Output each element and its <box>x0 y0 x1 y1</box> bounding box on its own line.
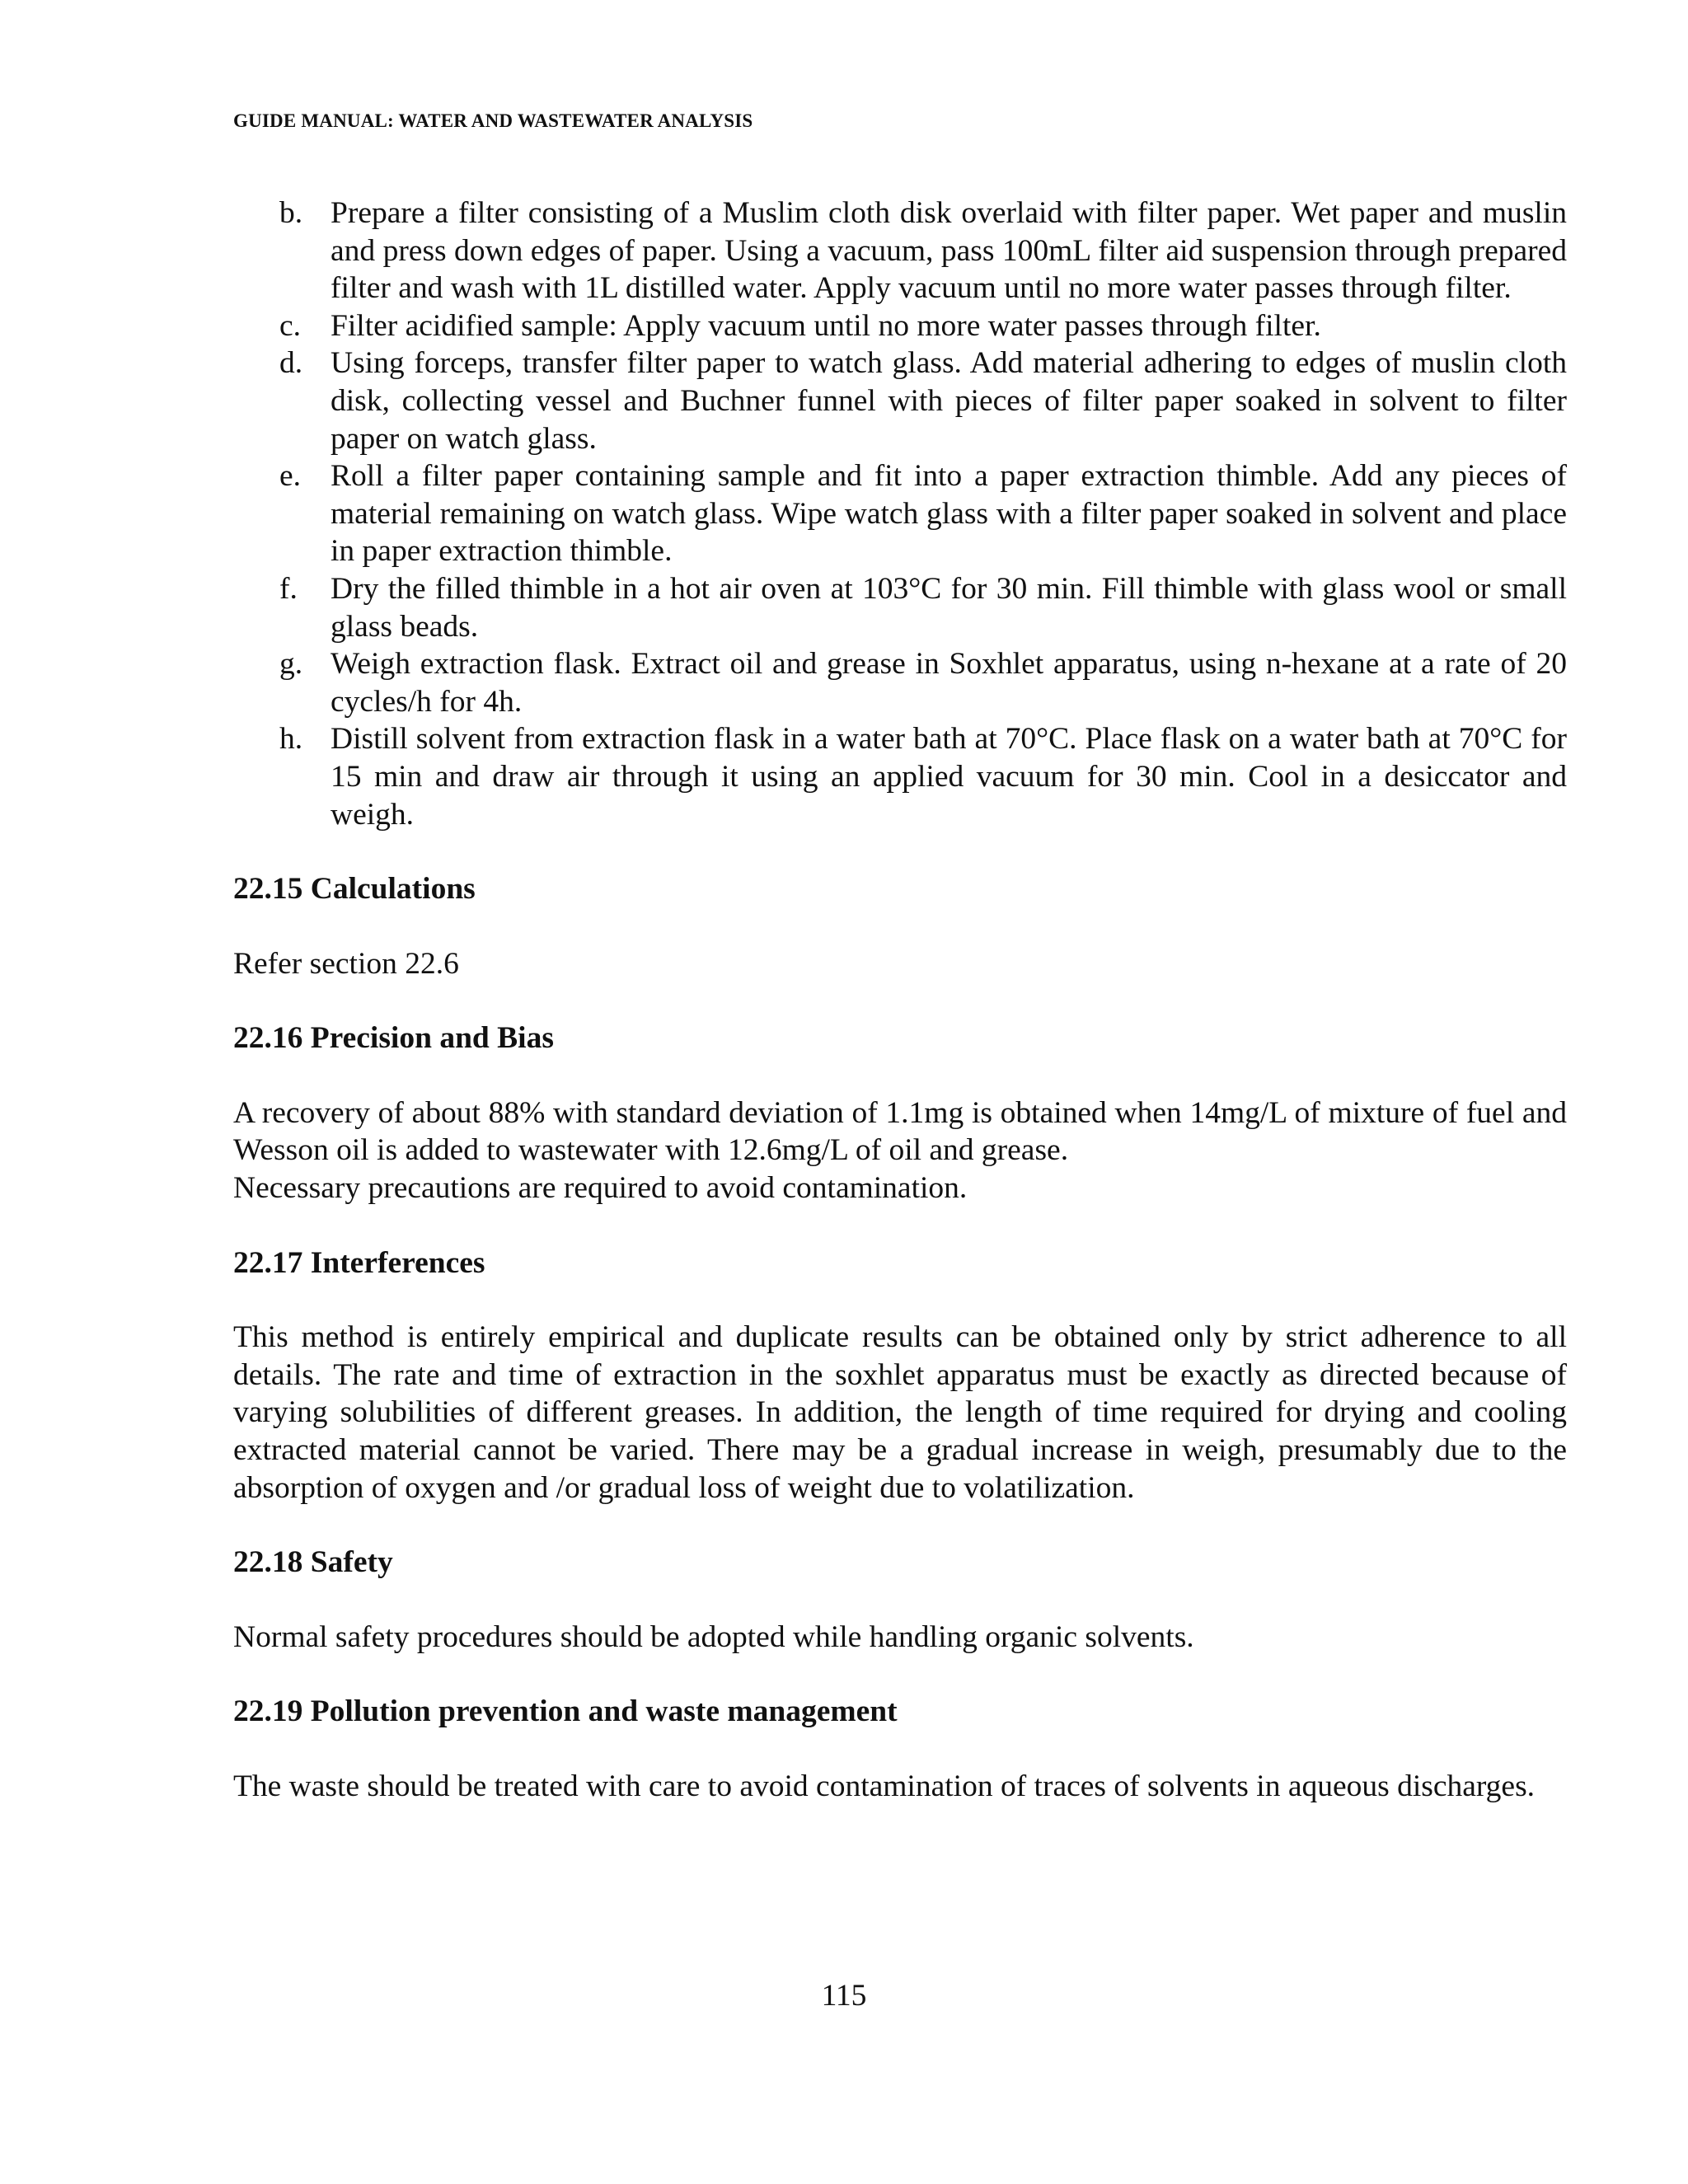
interferences-paragraph: This method is entirely empirical and duplicate results can be obtained only by strict adherence to all details. The rate and time of extraction in the soxhlet apparatus must be exactly as directed because of varying solubilities of different greases. In addition, the length of time required for drying and cooling extracted material cannot be varied. There may be a gradual increase in weigh, presumably due to the absorption of oxygen and /or gradual loss of weight due to volatilization. <box>233 1320 1567 1505</box>
step-text: Distill solvent from extraction flask in a water bath at 70°C. Place flask on a water bath at 70°C for 15 min and draw air through it using an applied vacuum for 30 min. Cool in a desiccator and weigh. <box>331 722 1567 832</box>
section-heading-precision: 22.16 Precision and Bias <box>233 1021 554 1056</box>
step-text: Prepare a filter consisting of a Muslim cloth disk overlaid with filter paper. Wet paper and muslin and press down edges of paper. Using a vacuum, pass 100mL filter aid suspension through prepared filter and wash with 1L distilled water. Apply vacuum until no more water passes through filter. <box>331 196 1567 306</box>
procedure-step-g <box>233 645 1567 720</box>
step-marker: f. <box>279 571 298 606</box>
running-header: GUIDE MANUAL: WATER AND WASTEWATER ANALYSIS <box>233 110 753 131</box>
step-marker: h. <box>279 722 303 757</box>
step-text: Dry the filled thimble in a hot air oven at 103°C for 30 min. Fill thimble with glass wool or small glass beads. <box>331 571 1567 644</box>
section-heading-pollution: 22.19 Pollution prevention and waste management <box>233 1694 898 1729</box>
page-number: 115 <box>821 1979 867 2013</box>
step-text: Filter acidified sample: Apply vacuum until no more water passes through filter. <box>331 308 1321 343</box>
step-text: Weigh extraction flask. Extract oil and grease in Soxhlet apparatus, using n-hexane at a rate of 20 cycles/h for 4h. <box>331 647 1567 719</box>
procedure-step-c <box>233 307 1567 345</box>
procedure-step-d <box>233 344 1567 457</box>
section-heading-interferences: 22.17 Interferences <box>233 1245 485 1280</box>
procedure-step-e <box>233 457 1567 570</box>
step-marker: d. <box>279 346 303 381</box>
step-marker: e. <box>279 459 302 494</box>
precision-note-paragraph: Necessary precautions are required to avoid contamination. <box>233 1171 968 1206</box>
procedure-step-f <box>233 570 1567 645</box>
section-heading-safety: 22.18 Safety <box>233 1545 393 1580</box>
pollution-paragraph: The waste should be treated with care to avoid contamination of traces of solvents in aqueous discharges. <box>233 1769 1536 1803</box>
section-heading-calculations: 22.15 Calculations <box>233 872 476 907</box>
safety-paragraph: Normal safety procedures should be adopted while handling organic solvents. <box>233 1619 1194 1654</box>
step-text: Using forceps, transfer filter paper to watch glass. Add material adhering to edges of muslin cloth disk, collecting vessel and Buchner funnel with pieces of filter paper soaked in solvent to filter paper on watch glass. <box>331 346 1567 456</box>
step-marker: c. <box>279 308 302 343</box>
step-text: Roll a filter paper containing sample and fit into a paper extraction thimble. Add any pieces of material remaining on watch glass. Wipe watch glass with a filter paper soaked in solvent and place in paper extraction thimble. <box>331 459 1567 569</box>
procedure-steps-list <box>233 194 1567 833</box>
page-content <box>233 194 1567 1806</box>
step-marker: g. <box>279 647 303 682</box>
procedure-step-b <box>233 194 1567 307</box>
step-marker: b. <box>279 196 303 230</box>
procedure-step-h <box>233 720 1567 833</box>
calculations-paragraph: Refer section 22.6 <box>233 946 459 981</box>
precision-paragraph: A recovery of about 88% with standard deviation of 1.1mg is obtained when 14mg/L of mixture of fuel and Wesson oil is added to wastewater with 12.6mg/L of oil and grease. <box>233 1095 1567 1168</box>
